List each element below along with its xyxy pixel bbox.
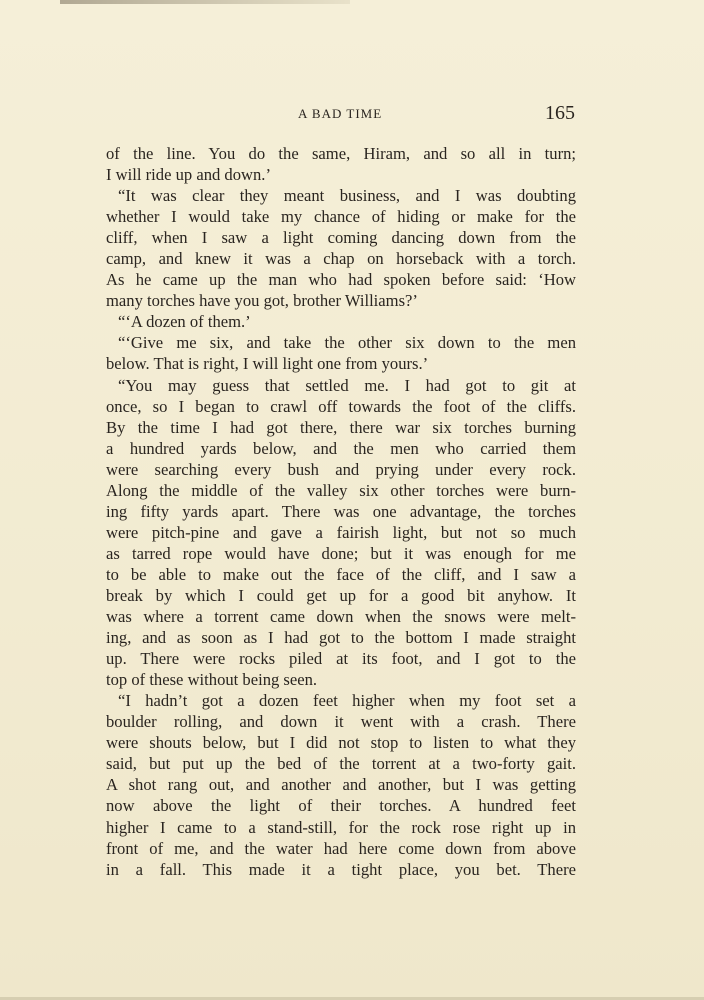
page-number: 165 [545,102,575,124]
text-line: whether I would take my chance of hiding or make for the [106,207,576,227]
text-line: was where a torrent came down when the snows were melt- [106,607,576,627]
text-line: were searching every bush and prying under every rock. [106,459,576,479]
text-line: top of these without being seen. [106,670,318,690]
text-line: “You may guess that settled me. I had got to git at [118,375,576,395]
text-line: in a fall. This made it a tight place, you bet. There [106,859,576,879]
text-line: to be able to make out the face of the cliff, and I saw a [106,564,576,584]
text-line: I will ride up and down.’ [106,165,271,185]
text-line: break by which I could get up for a good bit anyhow. It [106,585,576,605]
text-line: camp, and knew it was a chap on horseback with a torch. [106,249,576,269]
text-line: as tarred rope would have done; but it was enough for me [106,543,576,563]
text-line: below. That is right, I will light one from yours.’ [106,354,429,374]
text-line: were shouts below, but I did not stop to listen to what they [106,733,576,753]
text-line: cliff, when I saw a light coming dancing down from the [106,228,576,248]
text-line: As he came up the man who had spoken before said: ‘How [106,270,576,290]
text-line: said, but put up the bed of the torrent at a two-forty gait. [106,754,576,774]
text-line: front of me, and the water had here come down from above [106,838,576,858]
running-head [0,102,704,126]
text-line: “It was clear they meant business, and I was doubting [118,186,576,206]
text-line: many torches have you got, brother Williams?’ [106,291,418,311]
text-line: boulder rolling, and down it went with a crash. There [106,712,576,732]
body-text [106,143,576,880]
text-line: ing, and as soon as I had got to the bottom I made straight [106,628,576,648]
text-line: A shot rang out, and another and another, but I was getting [106,775,576,795]
text-line: Along the middle of the valley six other torches were burn- [106,480,576,500]
text-line: a hundred yards below, and the men who carried them [106,438,576,458]
text-line: were pitch-pine and gave a fairish light, but not so much [106,522,576,542]
running-head-title: A BAD TIME [298,106,383,121]
text-line: “‘A dozen of them.’ [118,312,251,332]
page-top-edge [60,0,350,4]
text-line: of the line. You do the same, Hiram, and so all in turn; [106,144,576,163]
text-line: ing fifty yards apart. There was one advantage, the torches [106,501,576,521]
text-line: By the time I had got there, there war six torches burning [106,417,576,437]
text-line: up. There were rocks piled at its foot, and I got to the [106,649,576,669]
text-line: “‘Give me six, and take the other six down to the men [118,333,576,353]
text-line: higher I came to a stand-still, for the rock rose right up in [106,817,576,837]
text-line: once, so I began to crawl off towards the foot of the cliffs. [106,396,576,416]
text-line: now above the light of their torches. A hundred feet [106,796,576,816]
text-line: “I hadn’t got a dozen feet higher when my foot set a [118,691,576,711]
